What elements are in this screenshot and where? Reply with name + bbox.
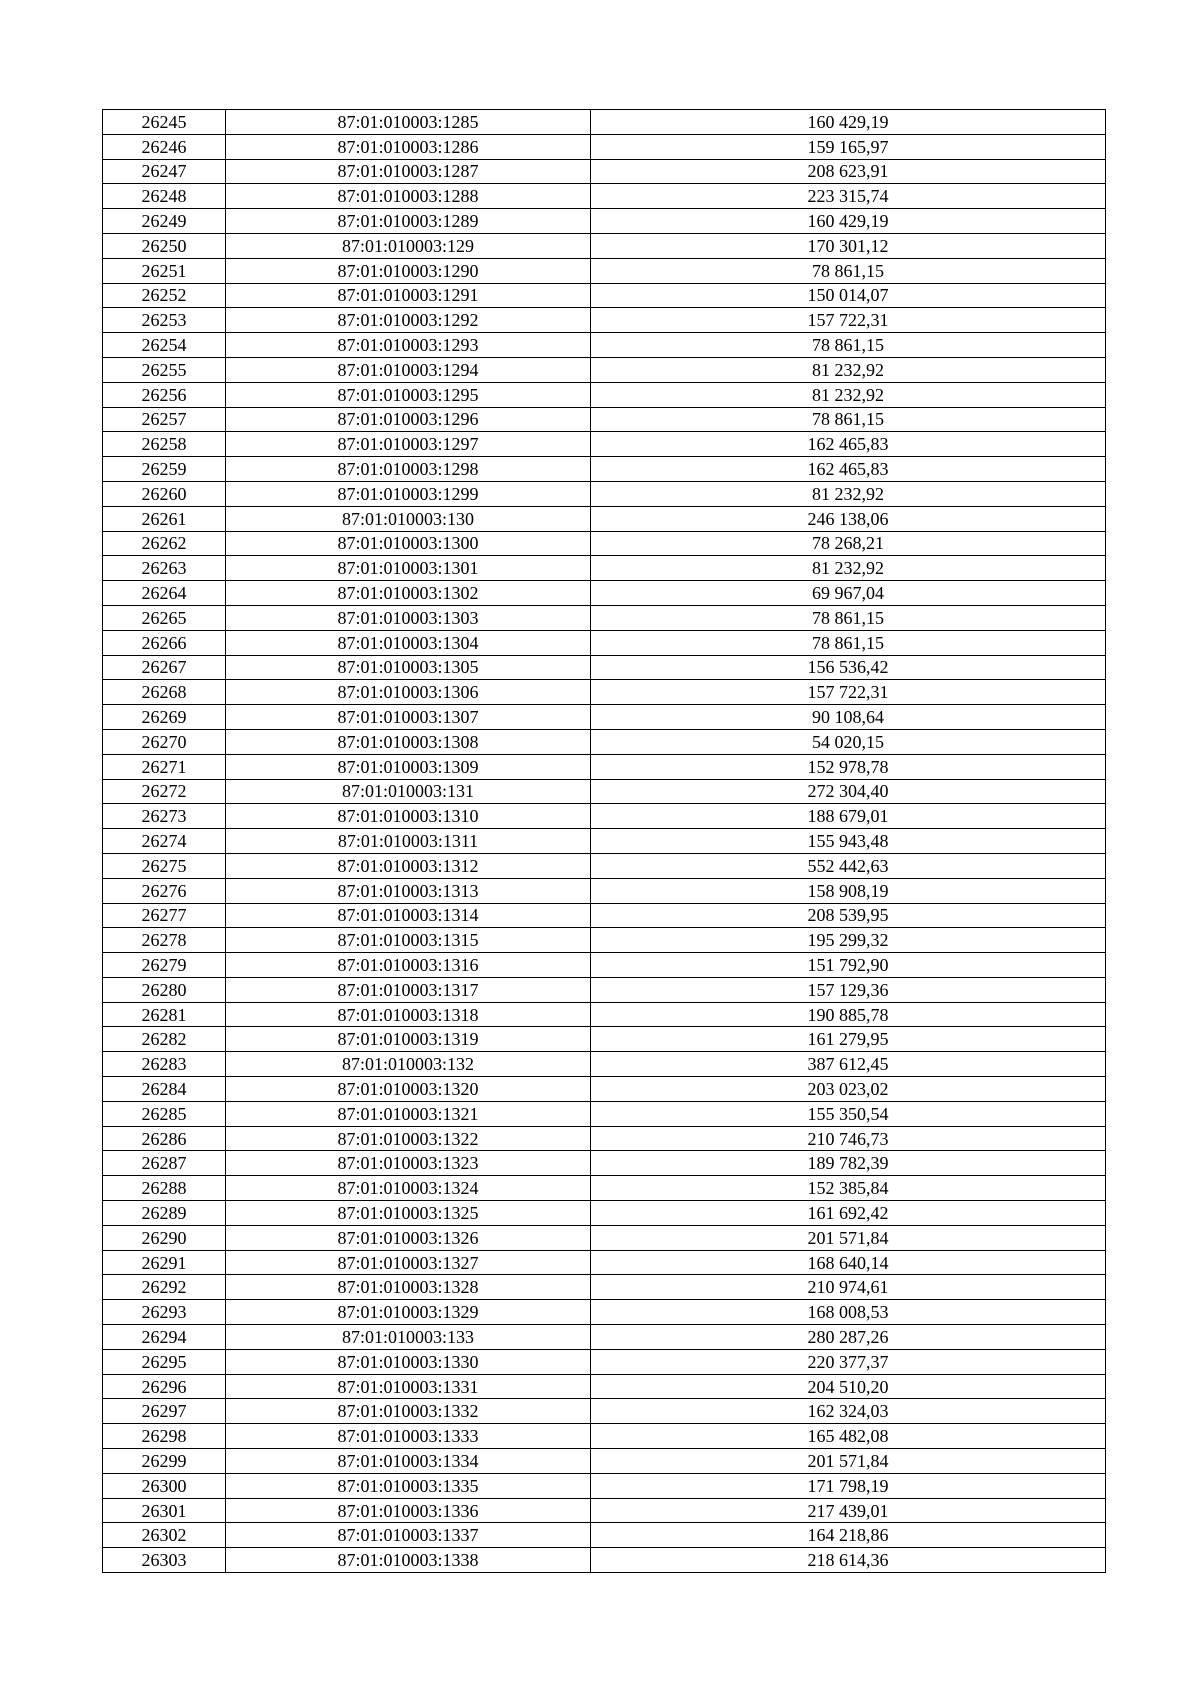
table-row bbox=[103, 481, 1106, 506]
cadastral-number-cell: 87:01:010003:1307 bbox=[226, 705, 591, 730]
cadastral-value-cell: 78 861,15 bbox=[591, 333, 1106, 358]
table-body bbox=[103, 110, 1106, 1573]
table-row bbox=[103, 159, 1106, 184]
table-row bbox=[103, 1052, 1106, 1077]
cadastral-number-cell: 87:01:010003:1311 bbox=[226, 829, 591, 854]
cadastral-value-cell: 161 279,95 bbox=[591, 1027, 1106, 1052]
row-number-cell: 26291 bbox=[103, 1250, 226, 1275]
row-number-cell: 26298 bbox=[103, 1424, 226, 1449]
table-row bbox=[103, 1027, 1106, 1052]
row-number-cell: 26282 bbox=[103, 1027, 226, 1052]
row-number-cell: 26254 bbox=[103, 333, 226, 358]
row-number-cell: 26290 bbox=[103, 1225, 226, 1250]
cadastral-value-cell: 157 129,36 bbox=[591, 977, 1106, 1002]
table-row bbox=[103, 977, 1106, 1002]
cadastral-value-cell: 152 385,84 bbox=[591, 1176, 1106, 1201]
table-row bbox=[103, 1077, 1106, 1102]
table-row bbox=[103, 1151, 1106, 1176]
cadastral-value-cell: 170 301,12 bbox=[591, 233, 1106, 258]
table-row bbox=[103, 1399, 1106, 1424]
table-row bbox=[103, 829, 1106, 854]
cadastral-value-cell: 171 798,19 bbox=[591, 1473, 1106, 1498]
row-number-cell: 26269 bbox=[103, 705, 226, 730]
cadastral-number-cell: 87:01:010003:130 bbox=[226, 506, 591, 531]
row-number-cell: 26253 bbox=[103, 308, 226, 333]
cadastral-number-cell: 87:01:010003:1290 bbox=[226, 258, 591, 283]
cadastral-number-cell: 87:01:010003:1330 bbox=[226, 1349, 591, 1374]
row-number-cell: 26265 bbox=[103, 605, 226, 630]
cadastral-value-cell: 81 232,92 bbox=[591, 357, 1106, 382]
row-number-cell: 26272 bbox=[103, 779, 226, 804]
table-row bbox=[103, 1126, 1106, 1151]
cadastral-value-cell: 151 792,90 bbox=[591, 953, 1106, 978]
cadastral-value-cell: 81 232,92 bbox=[591, 481, 1106, 506]
cadastral-value-cell: 157 722,31 bbox=[591, 680, 1106, 705]
row-number-cell: 26266 bbox=[103, 630, 226, 655]
row-number-cell: 26295 bbox=[103, 1349, 226, 1374]
table-row bbox=[103, 878, 1106, 903]
cadastral-value-cell: 81 232,92 bbox=[591, 382, 1106, 407]
table-row bbox=[103, 1002, 1106, 1027]
cadastral-number-cell: 87:01:010003:1313 bbox=[226, 878, 591, 903]
row-number-cell: 26287 bbox=[103, 1151, 226, 1176]
table-row bbox=[103, 134, 1106, 159]
row-number-cell: 26246 bbox=[103, 134, 226, 159]
cadastral-number-cell: 87:01:010003:1322 bbox=[226, 1126, 591, 1151]
table-row bbox=[103, 1325, 1106, 1350]
cadastral-value-cell: 210 746,73 bbox=[591, 1126, 1106, 1151]
cadastral-value-cell: 188 679,01 bbox=[591, 804, 1106, 829]
cadastral-value-cell: 78 861,15 bbox=[591, 258, 1106, 283]
cadastral-number-cell: 87:01:010003:1294 bbox=[226, 357, 591, 382]
cadastral-number-cell: 87:01:010003:1328 bbox=[226, 1275, 591, 1300]
cadastral-number-cell: 87:01:010003:1289 bbox=[226, 209, 591, 234]
cadastral-number-cell: 87:01:010003:1297 bbox=[226, 432, 591, 457]
table-row bbox=[103, 556, 1106, 581]
cadastral-number-cell: 87:01:010003:1309 bbox=[226, 754, 591, 779]
row-number-cell: 26247 bbox=[103, 159, 226, 184]
table-row bbox=[103, 506, 1106, 531]
row-number-cell: 26245 bbox=[103, 110, 226, 135]
cadastral-number-cell: 87:01:010003:1286 bbox=[226, 134, 591, 159]
table-row bbox=[103, 1498, 1106, 1523]
table-row bbox=[103, 581, 1106, 606]
table-row bbox=[103, 1201, 1106, 1226]
row-number-cell: 26248 bbox=[103, 184, 226, 209]
row-number-cell: 26270 bbox=[103, 729, 226, 754]
table-row bbox=[103, 233, 1106, 258]
cadastral-value-cell: 210 974,61 bbox=[591, 1275, 1106, 1300]
cadastral-number-cell: 87:01:010003:1331 bbox=[226, 1374, 591, 1399]
table-row bbox=[103, 333, 1106, 358]
cadastral-value-cell: 78 861,15 bbox=[591, 407, 1106, 432]
cadastral-number-cell: 87:01:010003:1336 bbox=[226, 1498, 591, 1523]
table-row bbox=[103, 655, 1106, 680]
cadastral-value-cell: 201 571,84 bbox=[591, 1225, 1106, 1250]
cadastral-value-cell: 201 571,84 bbox=[591, 1449, 1106, 1474]
cadastral-value-cell: 157 722,31 bbox=[591, 308, 1106, 333]
cadastral-value-cell: 155 943,48 bbox=[591, 829, 1106, 854]
cadastral-number-cell: 87:01:010003:129 bbox=[226, 233, 591, 258]
cadastral-number-cell: 87:01:010003:1296 bbox=[226, 407, 591, 432]
table-row bbox=[103, 903, 1106, 928]
row-number-cell: 26250 bbox=[103, 233, 226, 258]
cadastral-value-cell: 220 377,37 bbox=[591, 1349, 1106, 1374]
table-row bbox=[103, 184, 1106, 209]
table-row bbox=[103, 1349, 1106, 1374]
table-row bbox=[103, 754, 1106, 779]
cadastral-value-cell: 246 138,06 bbox=[591, 506, 1106, 531]
table-row bbox=[103, 1449, 1106, 1474]
cadastral-value-cell: 280 287,26 bbox=[591, 1325, 1106, 1350]
cadastral-number-cell: 87:01:010003:1329 bbox=[226, 1300, 591, 1325]
row-number-cell: 26285 bbox=[103, 1101, 226, 1126]
cadastral-value-cell: 387 612,45 bbox=[591, 1052, 1106, 1077]
cadastral-value-table bbox=[102, 109, 1106, 1573]
cadastral-number-cell: 87:01:010003:1326 bbox=[226, 1225, 591, 1250]
cadastral-value-cell: 69 967,04 bbox=[591, 581, 1106, 606]
cadastral-value-cell: 162 465,83 bbox=[591, 457, 1106, 482]
row-number-cell: 26280 bbox=[103, 977, 226, 1002]
table-row bbox=[103, 1473, 1106, 1498]
cadastral-number-cell: 87:01:010003:1334 bbox=[226, 1449, 591, 1474]
cadastral-number-cell: 87:01:010003:1302 bbox=[226, 581, 591, 606]
table-row bbox=[103, 1523, 1106, 1548]
row-number-cell: 26278 bbox=[103, 928, 226, 953]
table-row bbox=[103, 953, 1106, 978]
cadastral-number-cell: 87:01:010003:1315 bbox=[226, 928, 591, 953]
cadastral-value-cell: 162 465,83 bbox=[591, 432, 1106, 457]
cadastral-number-cell: 87:01:010003:1318 bbox=[226, 1002, 591, 1027]
cadastral-value-cell: 190 885,78 bbox=[591, 1002, 1106, 1027]
row-number-cell: 26249 bbox=[103, 209, 226, 234]
cadastral-number-cell: 87:01:010003:1337 bbox=[226, 1523, 591, 1548]
table-row bbox=[103, 853, 1106, 878]
cadastral-number-cell: 87:01:010003:1321 bbox=[226, 1101, 591, 1126]
table-row bbox=[103, 1275, 1106, 1300]
row-number-cell: 26301 bbox=[103, 1498, 226, 1523]
row-number-cell: 26256 bbox=[103, 382, 226, 407]
cadastral-number-cell: 87:01:010003:1306 bbox=[226, 680, 591, 705]
cadastral-value-cell: 164 218,86 bbox=[591, 1523, 1106, 1548]
cadastral-number-cell: 87:01:010003:1312 bbox=[226, 853, 591, 878]
cadastral-value-cell: 218 614,36 bbox=[591, 1548, 1106, 1573]
table-row bbox=[103, 680, 1106, 705]
row-number-cell: 26303 bbox=[103, 1548, 226, 1573]
cadastral-value-cell: 162 324,03 bbox=[591, 1399, 1106, 1424]
row-number-cell: 26255 bbox=[103, 357, 226, 382]
cadastral-number-cell: 87:01:010003:1301 bbox=[226, 556, 591, 581]
cadastral-value-cell: 152 978,78 bbox=[591, 754, 1106, 779]
row-number-cell: 26271 bbox=[103, 754, 226, 779]
table-row bbox=[103, 1300, 1106, 1325]
row-number-cell: 26286 bbox=[103, 1126, 226, 1151]
cadastral-value-cell: 165 482,08 bbox=[591, 1424, 1106, 1449]
row-number-cell: 26296 bbox=[103, 1374, 226, 1399]
cadastral-value-cell: 203 023,02 bbox=[591, 1077, 1106, 1102]
table-row bbox=[103, 258, 1106, 283]
row-number-cell: 26252 bbox=[103, 283, 226, 308]
table-row bbox=[103, 804, 1106, 829]
cadastral-value-cell: 159 165,97 bbox=[591, 134, 1106, 159]
row-number-cell: 26294 bbox=[103, 1325, 226, 1350]
table-row bbox=[103, 779, 1106, 804]
row-number-cell: 26284 bbox=[103, 1077, 226, 1102]
cadastral-value-cell: 272 304,40 bbox=[591, 779, 1106, 804]
row-number-cell: 26302 bbox=[103, 1523, 226, 1548]
cadastral-number-cell: 87:01:010003:1285 bbox=[226, 110, 591, 135]
table-row bbox=[103, 1374, 1106, 1399]
cadastral-number-cell: 87:01:010003:1317 bbox=[226, 977, 591, 1002]
cadastral-value-cell: 208 539,95 bbox=[591, 903, 1106, 928]
table-row bbox=[103, 357, 1106, 382]
table-row bbox=[103, 110, 1106, 135]
row-number-cell: 26299 bbox=[103, 1449, 226, 1474]
cadastral-number-cell: 87:01:010003:1338 bbox=[226, 1548, 591, 1573]
cadastral-number-cell: 87:01:010003:1316 bbox=[226, 953, 591, 978]
row-number-cell: 26261 bbox=[103, 506, 226, 531]
cadastral-number-cell: 87:01:010003:1300 bbox=[226, 531, 591, 556]
cadastral-value-cell: 208 623,91 bbox=[591, 159, 1106, 184]
table-row bbox=[103, 209, 1106, 234]
row-number-cell: 26277 bbox=[103, 903, 226, 928]
table-row bbox=[103, 1176, 1106, 1201]
table-row bbox=[103, 729, 1106, 754]
row-number-cell: 26283 bbox=[103, 1052, 226, 1077]
cadastral-value-cell: 81 232,92 bbox=[591, 556, 1106, 581]
cadastral-number-cell: 87:01:010003:1314 bbox=[226, 903, 591, 928]
cadastral-number-cell: 87:01:010003:1298 bbox=[226, 457, 591, 482]
cadastral-number-cell: 87:01:010003:1287 bbox=[226, 159, 591, 184]
cadastral-value-cell: 161 692,42 bbox=[591, 1201, 1106, 1226]
table-row bbox=[103, 407, 1106, 432]
row-number-cell: 26279 bbox=[103, 953, 226, 978]
cadastral-value-cell: 155 350,54 bbox=[591, 1101, 1106, 1126]
cadastral-number-cell: 87:01:010003:1325 bbox=[226, 1201, 591, 1226]
cadastral-number-cell: 87:01:010003:1291 bbox=[226, 283, 591, 308]
table-row bbox=[103, 308, 1106, 333]
cadastral-value-cell: 160 429,19 bbox=[591, 110, 1106, 135]
cadastral-value-cell: 54 020,15 bbox=[591, 729, 1106, 754]
row-number-cell: 26288 bbox=[103, 1176, 226, 1201]
cadastral-number-cell: 87:01:010003:1304 bbox=[226, 630, 591, 655]
cadastral-number-cell: 87:01:010003:1324 bbox=[226, 1176, 591, 1201]
row-number-cell: 26257 bbox=[103, 407, 226, 432]
table-row bbox=[103, 382, 1106, 407]
table-row bbox=[103, 432, 1106, 457]
cadastral-number-cell: 87:01:010003:1299 bbox=[226, 481, 591, 506]
row-number-cell: 26251 bbox=[103, 258, 226, 283]
row-number-cell: 26281 bbox=[103, 1002, 226, 1027]
table-row bbox=[103, 605, 1106, 630]
cadastral-value-cell: 158 908,19 bbox=[591, 878, 1106, 903]
cadastral-value-cell: 223 315,74 bbox=[591, 184, 1106, 209]
cadastral-value-cell: 156 536,42 bbox=[591, 655, 1106, 680]
cadastral-number-cell: 87:01:010003:1293 bbox=[226, 333, 591, 358]
row-number-cell: 26268 bbox=[103, 680, 226, 705]
table-row bbox=[103, 531, 1106, 556]
cadastral-number-cell: 87:01:010003:1335 bbox=[226, 1473, 591, 1498]
cadastral-value-cell: 204 510,20 bbox=[591, 1374, 1106, 1399]
row-number-cell: 26276 bbox=[103, 878, 226, 903]
cadastral-number-cell: 87:01:010003:132 bbox=[226, 1052, 591, 1077]
cadastral-value-cell: 168 640,14 bbox=[591, 1250, 1106, 1275]
cadastral-number-cell: 87:01:010003:1305 bbox=[226, 655, 591, 680]
table-row bbox=[103, 705, 1106, 730]
row-number-cell: 26273 bbox=[103, 804, 226, 829]
row-number-cell: 26262 bbox=[103, 531, 226, 556]
cadastral-value-cell: 160 429,19 bbox=[591, 209, 1106, 234]
cadastral-number-cell: 87:01:010003:1292 bbox=[226, 308, 591, 333]
cadastral-value-cell: 195 299,32 bbox=[591, 928, 1106, 953]
cadastral-number-cell: 87:01:010003:1332 bbox=[226, 1399, 591, 1424]
cadastral-value-cell: 150 014,07 bbox=[591, 283, 1106, 308]
row-number-cell: 26258 bbox=[103, 432, 226, 457]
table-row bbox=[103, 1250, 1106, 1275]
cadastral-number-cell: 87:01:010003:1310 bbox=[226, 804, 591, 829]
cadastral-number-cell: 87:01:010003:1319 bbox=[226, 1027, 591, 1052]
row-number-cell: 26300 bbox=[103, 1473, 226, 1498]
row-number-cell: 26293 bbox=[103, 1300, 226, 1325]
table-row bbox=[103, 1225, 1106, 1250]
table-row bbox=[103, 928, 1106, 953]
table-row bbox=[103, 283, 1106, 308]
cadastral-number-cell: 87:01:010003:1303 bbox=[226, 605, 591, 630]
table-row bbox=[103, 1101, 1106, 1126]
cadastral-number-cell: 87:01:010003:1333 bbox=[226, 1424, 591, 1449]
cadastral-number-cell: 87:01:010003:133 bbox=[226, 1325, 591, 1350]
row-number-cell: 26289 bbox=[103, 1201, 226, 1226]
cadastral-value-cell: 552 442,63 bbox=[591, 853, 1106, 878]
cadastral-number-cell: 87:01:010003:131 bbox=[226, 779, 591, 804]
row-number-cell: 26297 bbox=[103, 1399, 226, 1424]
cadastral-number-cell: 87:01:010003:1327 bbox=[226, 1250, 591, 1275]
row-number-cell: 26275 bbox=[103, 853, 226, 878]
table-row bbox=[103, 457, 1106, 482]
cadastral-number-cell: 87:01:010003:1323 bbox=[226, 1151, 591, 1176]
cadastral-value-cell: 90 108,64 bbox=[591, 705, 1106, 730]
row-number-cell: 26267 bbox=[103, 655, 226, 680]
row-number-cell: 26260 bbox=[103, 481, 226, 506]
table-row bbox=[103, 1424, 1106, 1449]
row-number-cell: 26292 bbox=[103, 1275, 226, 1300]
row-number-cell: 26264 bbox=[103, 581, 226, 606]
cadastral-number-cell: 87:01:010003:1308 bbox=[226, 729, 591, 754]
cadastral-value-cell: 217 439,01 bbox=[591, 1498, 1106, 1523]
cadastral-number-cell: 87:01:010003:1288 bbox=[226, 184, 591, 209]
cadastral-value-cell: 168 008,53 bbox=[591, 1300, 1106, 1325]
row-number-cell: 26274 bbox=[103, 829, 226, 854]
cadastral-value-cell: 78 861,15 bbox=[591, 630, 1106, 655]
table-row bbox=[103, 630, 1106, 655]
cadastral-number-cell: 87:01:010003:1320 bbox=[226, 1077, 591, 1102]
row-number-cell: 26263 bbox=[103, 556, 226, 581]
cadastral-value-cell: 78 861,15 bbox=[591, 605, 1106, 630]
cadastral-number-cell: 87:01:010003:1295 bbox=[226, 382, 591, 407]
cadastral-value-cell: 189 782,39 bbox=[591, 1151, 1106, 1176]
cadastral-value-cell: 78 268,21 bbox=[591, 531, 1106, 556]
table-row bbox=[103, 1548, 1106, 1573]
row-number-cell: 26259 bbox=[103, 457, 226, 482]
